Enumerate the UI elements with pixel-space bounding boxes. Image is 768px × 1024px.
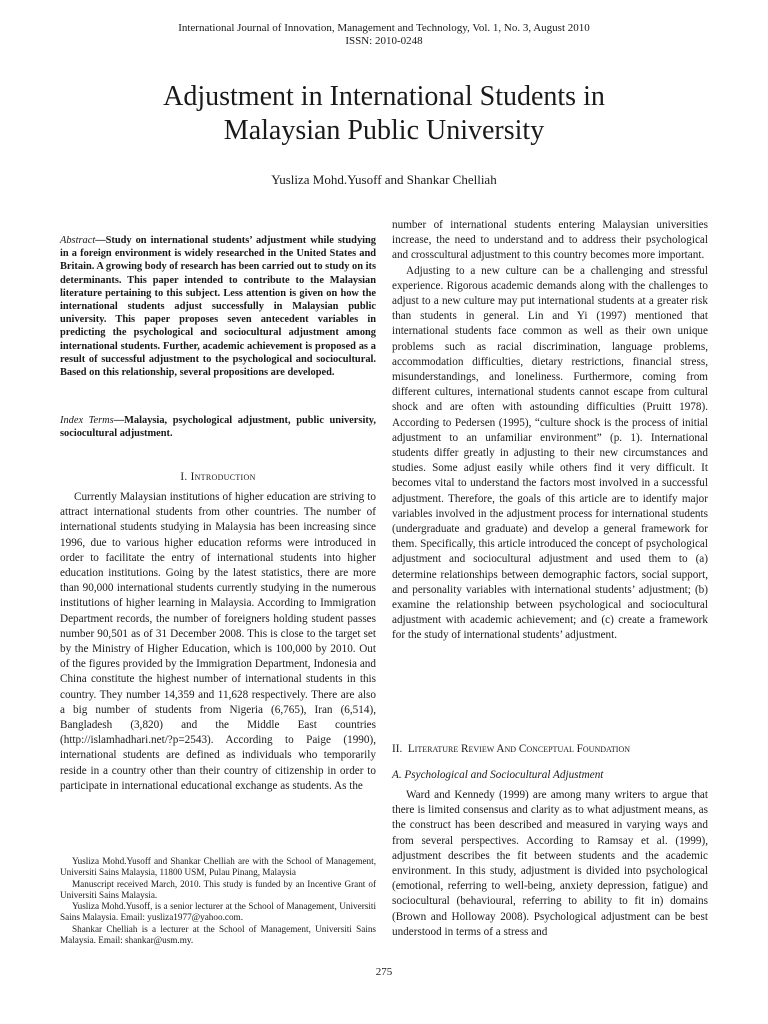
journal-citation: International Journal of Innovation, Management and Technology, Vol. 1, No. 3, August 2010 — [178, 22, 590, 34]
subsection-body — [392, 788, 708, 940]
section-title: Literature Review And Conceptual Foundation — [407, 743, 631, 755]
abstract — [60, 234, 376, 379]
authors: Yusliza Mohd.Yusoff and Shankar Chelliah — [271, 172, 497, 187]
subsection-heading: A. Psychological and Sociocultural Adjustment — [392, 769, 604, 781]
abstract-text: —Study on international students’ adjustment while studying in a foreign environment is widely researched in the United States and Britain. A growing body of research has been carried out to study on its determinants. This paper intended to contribute to the Malaysian literature pertaining to this subject. Less attention is given on how the international students adjust successfully in Malaysian public university. This paper proposes seven antecedent variables in predicting the psychological and sociocultural adjustment among international students. Further, academic achievement is proposed as a result of successful adjustment to the psychological and sociocultural. Based on this relationship, several propositions are developed. — [60, 235, 376, 379]
footnote-manuscript: Manuscript received March, 2010. This study is funded by an Incentive Grant of Universiti Sains Malaysia. — [60, 878, 376, 900]
section-heading-literature-review — [392, 742, 708, 757]
paper-title — [60, 80, 708, 148]
issn: ISSN: 2010-0248 — [345, 35, 423, 47]
index-terms-label: Index Terms — [60, 415, 114, 426]
paragraph: Ward and Kennedy (1999) are among many writers to argue that there is limited consensus and clarity as to what adjustment means, as the construct has been described and measured in varying ways and from several perspectives. According to Ramsay et al. (1999), adjustment describes the fit between students and the academic environment. In this study, adjustment is divided into psychological (emotional, referring to well-being, anxiety depression, fatigue) and sociocultural (behavioural, referring to ability to fit in) domains (Brown and Holloway 2008). Psychological adjustment can be best understood in terms of a stress and — [392, 789, 708, 938]
index-terms — [60, 414, 376, 440]
section-title: Introduction — [190, 471, 256, 483]
section-number: II. — [392, 743, 403, 755]
title-line-1: Adjustment in International Students in — [163, 81, 605, 112]
paragraph: number of international students entering Malaysian universities increase, the need to understand and to address their psychological and crosscultural adjustment to this country becomes more important. — [392, 219, 708, 262]
footnotes — [60, 856, 376, 946]
paragraph: Adjusting to a new culture can be a challenging and stressful experience. Rigorous academic demands along with the challenges to adjust to a new culture may put international students at a greater risk than students in general. Lin and Yi (1997) mentioned that international students face common as well as their own unique problems such as racial discrimination, language problems, accommodation difficulties, dietary restrictions, financial stress, misunderstandings, and loneliness. Furthermore, coming from different cultures, international students cannot escape from cultural shock and are often with astounding difficulties (Pruitt 1978). According to Pedersen (1995), “culture shock is the process of initial adjustment to an unfamiliar environment” (p. 1). International students differ greatly in adjusting to their new circumstances and studies. Some adjust easily while others find it very difficult. It becomes vital to understand the factors most involved in a successful adjustment. Therefore, the goals of this article are to identify major variables involved in the adjustment process for international students (undergraduate and graduate) and develop a general framework for them. Specifically, this article introduced the concept of psychological adjustment and sociocultural adjustment and used them to (a) determine relationships between demographic factors, social support, and personality variables with international students’ adjustment; (b) examine the relationship between psychological and sociocultural adjustment with academic achievement; and (c) create a framework for the study of international students’ adjustment. — [392, 264, 708, 642]
index-terms-text: —Malaysia, psychological adjustment, public university, sociocultural adjustment. — [60, 415, 377, 440]
right-column-body — [392, 218, 708, 644]
section-number: I. — [180, 471, 188, 483]
page-number: 275 — [375, 966, 393, 978]
journal-header — [0, 22, 768, 48]
introduction-body — [60, 490, 376, 794]
paragraph: Currently Malaysian institutions of higher education are striving to attract international students from other countries. The number of international students studying in Malaysia has been increasing since 1996, due to various higher education reforms were introduced in order to facilitate the entry of international students into higher education institutions. Going by the latest statistics, there are more than 90,000 international students currently studying in the numerous institutions of higher learning in Malaysia. According to Immigration Department records, the number of foreigners holding student passes number 90,501 as of 31 December 2008. This is close to the target set by the Ministry of Higher Education, which is 100,000 by 2010. Out of the figures provided by the Immigration Department, Indonesia and China constitute the highest number of international students in this country. They number 14,359 and 11,628 respectively. There are also a big number of students from Nigeria (6,765), Iran (6,514), Bangladesh (3,820) and the Middle East countries (http://islamhadhari.net/?p=2543). According to Paige (1990), international students are defined as individuals who temporarily reside in a country other than their country of citizenship in order to participate in international educational exchange as students. As the — [60, 491, 376, 792]
section-heading-introduction — [60, 470, 376, 485]
footnote-author-1: Yusliza Mohd.Yusoff, is a senior lecturer at the School of Management, Universiti Sains Malaysia. Email: yusliza1977@yahoo.com. — [60, 901, 376, 923]
title-line-2: Malaysian Public University — [223, 115, 545, 146]
footnote-affiliation: Yusliza Mohd.Yusoff and Shankar Chelliah are with the School of Management, Universiti Sains Malaysia, 11800 USM, Pulau Pinang, Malaysia — [60, 856, 376, 878]
footnote-author-2: Shankar Chelliah is a lecturer at the School of Management, Universiti Sains Malaysia. Email: shankar@usm.my. — [60, 923, 376, 946]
abstract-label: Abstract — [60, 235, 96, 246]
